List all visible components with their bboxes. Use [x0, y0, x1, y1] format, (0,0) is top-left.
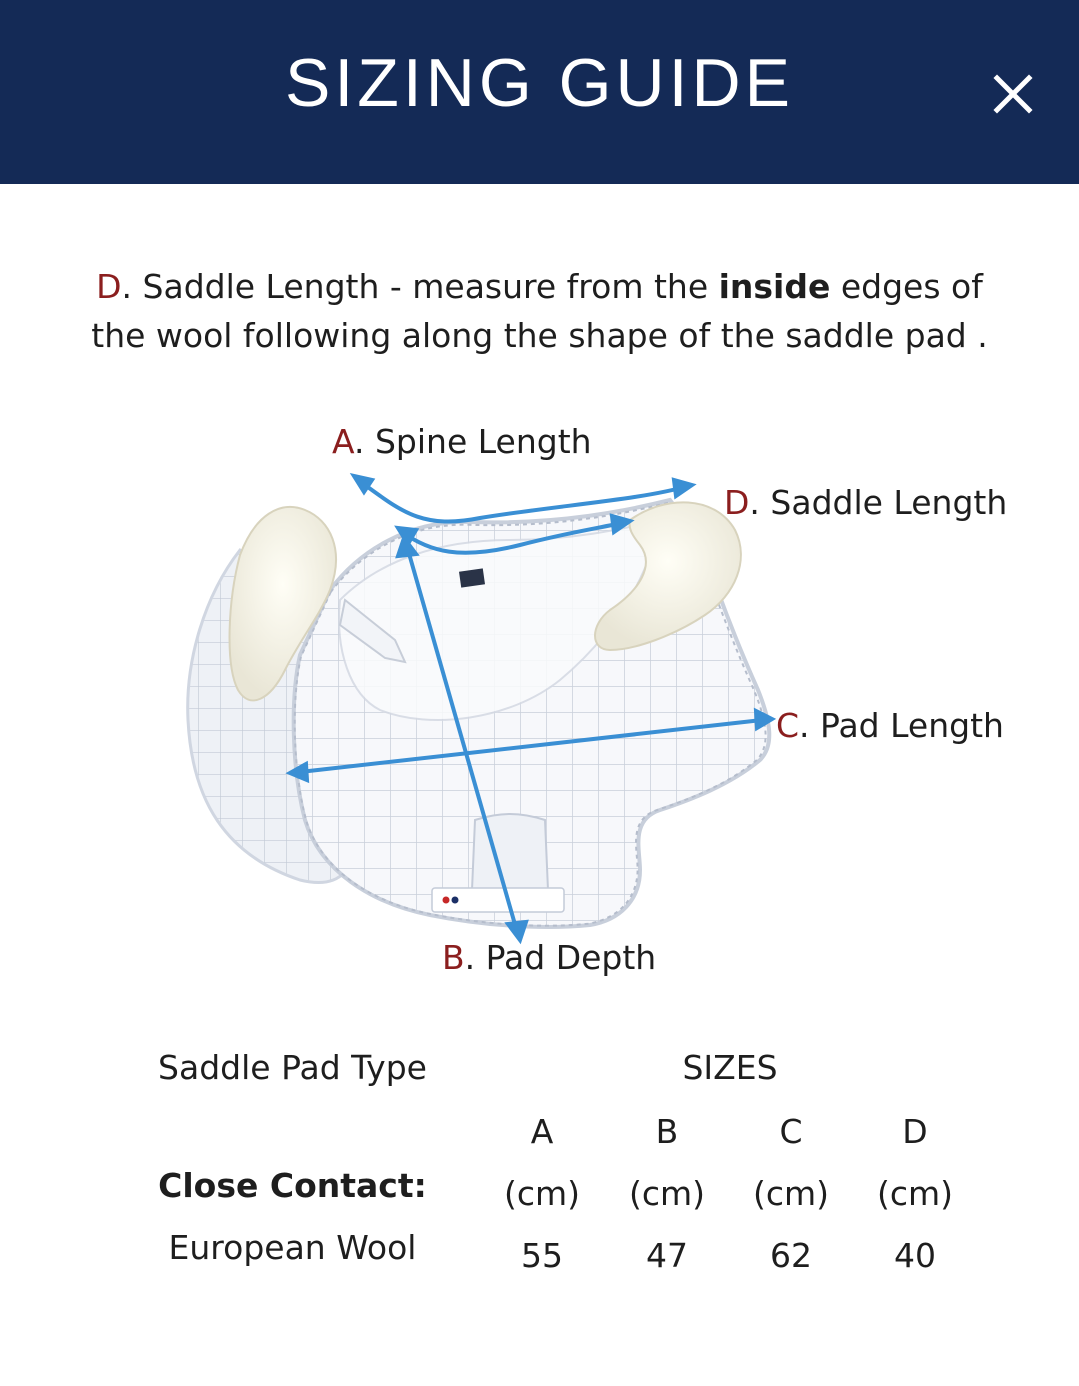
value-b: 47 [646, 1236, 688, 1275]
label-letter-b: B [442, 938, 465, 977]
label-pad-depth [442, 938, 656, 977]
close-button[interactable] [985, 66, 1041, 122]
column-header-d: D [902, 1112, 928, 1151]
label-letter-c: C [776, 706, 800, 745]
column-header-b: B [655, 1112, 679, 1151]
sizes-table [0, 1040, 1079, 1300]
description-bold: inside [718, 267, 831, 306]
description-letter: D [96, 267, 122, 306]
label-text-d: . Saddle Length [749, 483, 1008, 522]
label-pad-length [776, 706, 1004, 745]
label-spine-length [332, 422, 592, 461]
unit-c: (cm) [752, 1174, 830, 1213]
label-saddle-length [724, 483, 1007, 522]
measurement-description [80, 262, 999, 360]
pad-tag [459, 568, 485, 587]
label-letter-d: D [724, 483, 750, 522]
logo-tab [472, 814, 548, 894]
value-a: 55 [521, 1236, 563, 1275]
value-c: 62 [770, 1236, 812, 1275]
column-header-c: C [779, 1112, 803, 1151]
label-text-b: . Pad Depth [464, 938, 657, 977]
description-text-2: edges of the wool following along the shape of the saddle pad . [91, 267, 988, 355]
unit-a: (cm) [503, 1174, 581, 1213]
label-letter-a: A [332, 422, 354, 461]
description-text-1: . Saddle Length - measure from the [121, 267, 719, 306]
label-text-c: . Pad Length [799, 706, 1004, 745]
page-title: SIZING GUIDE [285, 45, 794, 121]
row-label-european-wool: European Wool [168, 1228, 417, 1267]
close-icon [985, 66, 1041, 122]
unit-d: (cm) [876, 1174, 954, 1213]
label-text-a: . Spine Length [354, 422, 592, 461]
type-header: Saddle Pad Type [158, 1048, 427, 1087]
row-label-close-contact: Close Contact: [158, 1166, 427, 1205]
value-d: 40 [894, 1236, 936, 1275]
column-header-a: A [530, 1112, 554, 1151]
sizes-header: SIZES [682, 1048, 778, 1087]
unit-b: (cm) [628, 1174, 706, 1213]
saddle-pad-diagram [0, 400, 1079, 1000]
header-bar [0, 0, 1079, 184]
